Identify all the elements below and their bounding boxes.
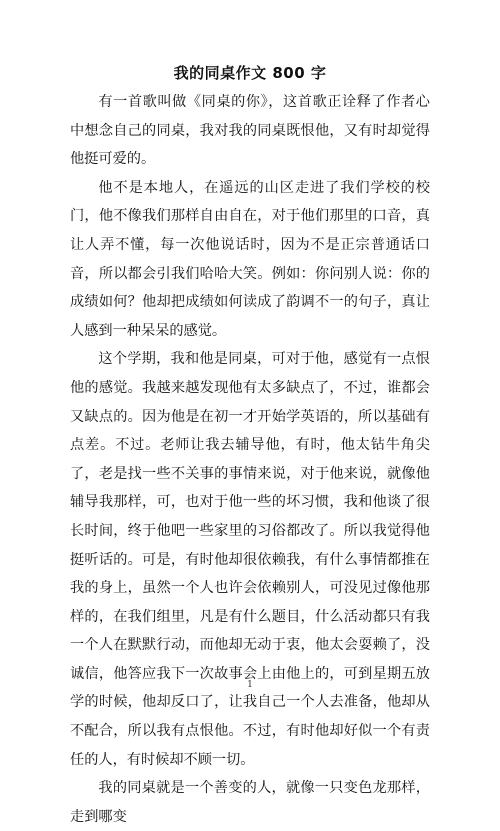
document-body — [70, 88, 430, 831]
paragraph-3: 这个学期，我和他是同桌，可对于他，感觉有一点恨他的感觉。我越来越发现他有太多缺点了，不过，谁都会又缺点的。因为他是在初一才开始学英语的，所以基础有点差。不过。老师让我去辅导他，有时，他太钻牛角尖了，老是找一些不关事的事情来说，对于他来说，就像他辅导我那样，可，也对于他一些的坏习惯，我和他谈了很长时间，终于他吧一些家里的习俗都改了。所以我觉得他挺听话的。可是，有时他却很依赖我，有什么事情都推在我的身上，虽然一个人也许会依赖别人，可没见过像他那样的，在我们组里，凡是有什么题目，什么活动都只有我一个人在默默行动，而他却无动于衷，他太会耍赖了，没诚信，他答应我下一次故事会上由他上的，可到星期五放学的时候，他却反口了，让我自己一个人去准备，他却从不配合，所以我有点恨他。不过，有时他却好似一个有责任的人，有时候却不顾一切。 — [70, 351, 430, 768]
page-number: 1 — [247, 680, 253, 690]
paragraph-1: 有一首歌叫做《同桌的你》，这首歌正诠释了作者心中想念自己的同桌，我对我的同桌既恨他，又有时却觉得他挺可爱的。 — [70, 94, 430, 168]
document-title: 我的同桌作文 800 字 — [173, 64, 327, 82]
paragraph-2: 他不是本地人，在遥远的山区走进了我们学校的校门，他不像我们那样自由自在，对于他们那里的口音，真让人弄不懂，每一次他说话时，因为不是正宗普通话口音，所以都会引我们哈哈大笑。例如：你问别人说：你的成绩如何？他却把成绩如何读成了韵调不一的句子，真让人感到一种呆呆的感觉。 — [70, 179, 430, 339]
paragraph-4: 我的同桌就是一个善变的人，就像一只变色龙那样，走到哪变 — [70, 780, 430, 825]
